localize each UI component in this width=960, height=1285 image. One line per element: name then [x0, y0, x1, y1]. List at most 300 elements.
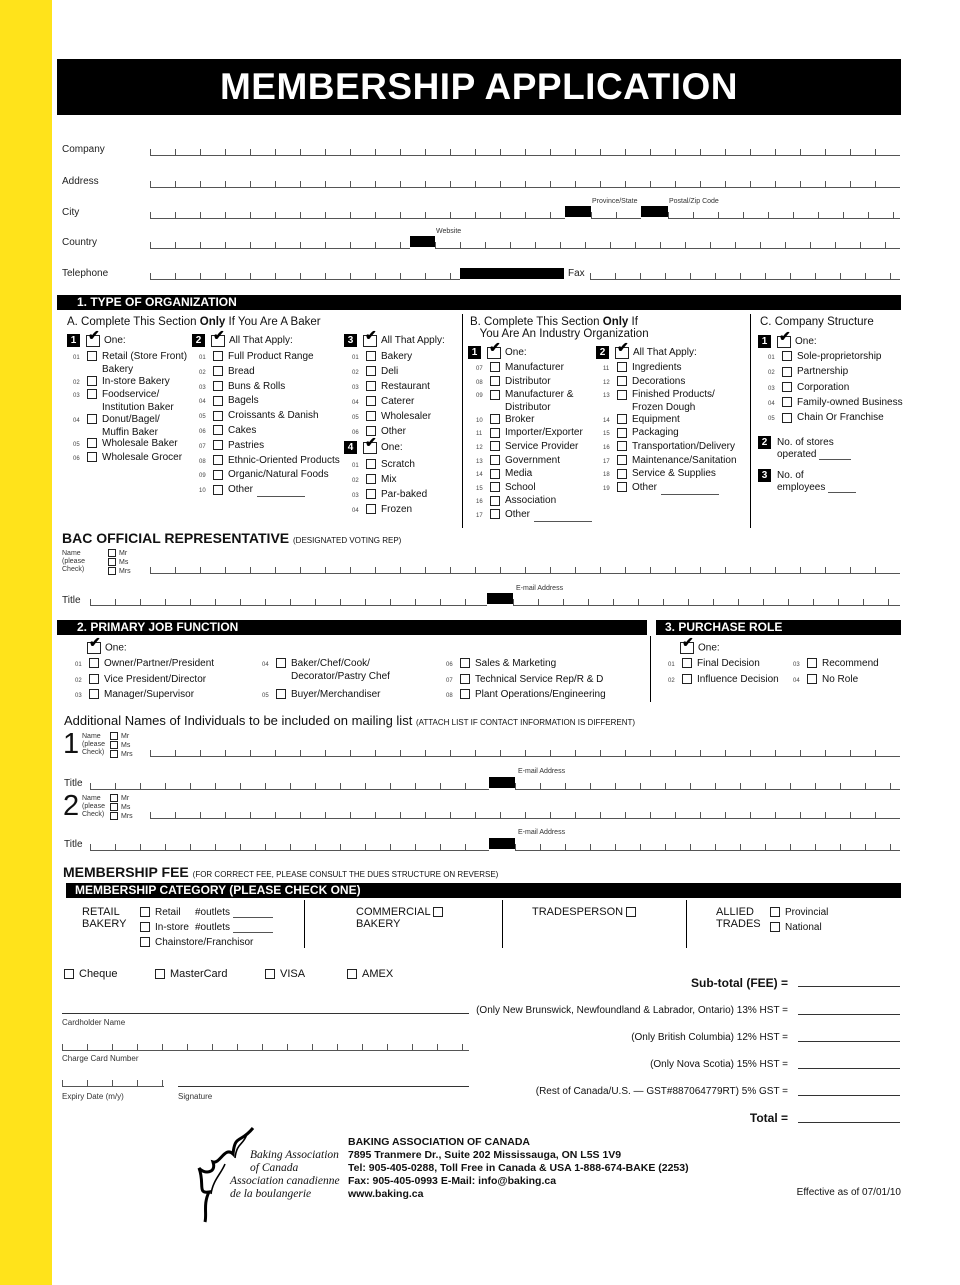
- signature-field[interactable]: [178, 1086, 469, 1087]
- add2-email-field[interactable]: [515, 844, 900, 851]
- b1-option: [476, 455, 560, 468]
- section1-a-heading: A. Complete This Section Only If You Are A Baker: [67, 316, 321, 328]
- option-label: Recommend: [822, 658, 879, 669]
- yellow-side-bar: [0, 0, 52, 1285]
- option-checkbox[interactable]: [617, 455, 627, 465]
- c1-option: [768, 382, 849, 395]
- ms-checkbox[interactable]: [110, 741, 118, 749]
- option-checkbox[interactable]: [617, 441, 627, 451]
- option-code: 16: [476, 499, 483, 506]
- mrs-checkbox[interactable]: [108, 567, 116, 575]
- b2-option: [603, 441, 735, 454]
- a3-header: 3✔ All That Apply:: [344, 334, 445, 347]
- amex-checkbox[interactable]: [347, 969, 357, 979]
- option-code: 13: [476, 458, 483, 465]
- option-checkbox[interactable]: [617, 469, 627, 479]
- option-code: 05: [262, 693, 269, 699]
- option-checkbox[interactable]: [617, 390, 627, 400]
- mr-checkbox[interactable]: [108, 549, 116, 557]
- option-label: Distributor: [505, 375, 551, 387]
- option-checkbox[interactable]: [366, 504, 376, 514]
- total-label: Total =: [749, 1111, 788, 1125]
- province-field[interactable]: [591, 212, 641, 219]
- option-checkbox[interactable]: [366, 381, 376, 391]
- cheque-checkbox[interactable]: [64, 969, 74, 979]
- a2-option: [199, 425, 256, 438]
- telephone-label: Telephone: [62, 268, 109, 279]
- instore-checkbox[interactable]: [140, 922, 150, 932]
- telephone-field[interactable]: [150, 273, 460, 280]
- option-checkbox[interactable]: [617, 376, 627, 386]
- option-label: Family-owned Business: [797, 396, 903, 408]
- option-checkbox[interactable]: [366, 474, 376, 484]
- add2-title-field[interactable]: [90, 844, 489, 851]
- option-code: 05: [199, 414, 206, 421]
- b2-option: [603, 455, 737, 468]
- bac-name-label: Name (please Check): [62, 550, 85, 573]
- option-code: 12: [603, 379, 610, 386]
- option-code: 11: [476, 431, 483, 438]
- s3-one: ✔One:: [680, 642, 720, 654]
- fee-tradesperson: TRADESPERSON: [532, 906, 641, 918]
- a3-option: [352, 411, 431, 424]
- page-title: MEMBERSHIP APPLICATION: [57, 59, 901, 115]
- option-code: 10: [199, 488, 206, 495]
- section2-header: 2. PRIMARY JOB FUNCTION: [57, 620, 647, 635]
- bac-title-label: Title: [62, 595, 81, 606]
- option-label: Packaging: [632, 427, 679, 439]
- option-label: Final Decision: [697, 658, 760, 669]
- option-label-continued: Frozen Dough: [632, 402, 696, 414]
- a2-option: [199, 455, 340, 468]
- add1-email-label: E-mail Address: [518, 768, 566, 775]
- b2-option: [603, 362, 681, 375]
- a1-option: [73, 414, 160, 438]
- province-divider-block: [641, 206, 668, 217]
- option-checkbox[interactable]: [213, 425, 223, 435]
- bac-salutations: Mr Ms Mrs: [108, 549, 131, 576]
- option-checkbox[interactable]: [807, 658, 817, 668]
- check-icon: [87, 642, 101, 654]
- option-label: Broker: [505, 413, 535, 425]
- option-code: 02: [352, 370, 359, 376]
- option-checkbox[interactable]: [213, 381, 223, 391]
- subtotal-label: Sub-total (FEE) =: [691, 976, 788, 990]
- option-label: Bagels: [228, 395, 259, 407]
- telephone-divider-block: [460, 268, 564, 279]
- option-label: No Role: [822, 674, 859, 685]
- option-label-continued: Distributor: [505, 402, 551, 414]
- option-label: Vice President/Director: [104, 673, 207, 685]
- fax-label: Fax: [568, 268, 585, 279]
- option-code: 06: [446, 662, 453, 668]
- option-label: Manufacturer: [505, 362, 564, 373]
- other-input[interactable]: [257, 488, 305, 497]
- fee-chainstore-option: Chainstore/Franchisor: [140, 937, 253, 948]
- website-field[interactable]: [435, 242, 900, 249]
- option-label: Full Product Range: [228, 351, 314, 362]
- mrs-checkbox[interactable]: [110, 750, 118, 758]
- option-checkbox[interactable]: [87, 414, 97, 424]
- a2-option: [199, 395, 259, 408]
- option-label: Frozen: [381, 504, 413, 515]
- option-label: In-store Bakery: [102, 375, 170, 387]
- option-code: 14: [476, 472, 483, 479]
- option-checkbox[interactable]: [782, 413, 792, 423]
- address-field[interactable]: [150, 181, 900, 188]
- option-checkbox[interactable]: [213, 485, 223, 495]
- option-checkbox[interactable]: [617, 362, 627, 372]
- check-icon: [363, 442, 377, 454]
- option-code: 03: [768, 385, 775, 392]
- option-label: Restaurant: [381, 381, 430, 392]
- footer-contact: BAKING ASSOCIATION OF CANADA 7895 Tranmere Dr., Suite 202 Mississauga, ON L5S 1V9 Tel: 905-405-0288, Toll Free in Canada & USA 1-888-674-BAKE (2253) Fax: 905-405-0993 E-Mail: info@baking.ca www.baking.ca: [348, 1136, 689, 1200]
- option-label: Donut/Bagel/: [102, 413, 160, 425]
- option-code: 05: [73, 442, 80, 448]
- option-label: Retail (Store Front): [102, 351, 188, 362]
- option-label: Other: [228, 484, 254, 496]
- b2-option: [603, 427, 679, 440]
- check-icon: [211, 335, 225, 347]
- fee-provincial-option: Provincial: [770, 907, 828, 918]
- option-label-continued: Decorator/Pastry Chef: [291, 671, 390, 682]
- check-icon: [777, 336, 791, 348]
- option-checkbox[interactable]: [213, 440, 223, 450]
- gst-label: (Rest of Canada/U.S. — GST#887064779RT) 5% GST =: [535, 1086, 788, 1097]
- option-code: 05: [352, 415, 359, 421]
- section1-header: 1. TYPE OF ORGANIZATION: [57, 295, 901, 310]
- option-label: Influence Decision: [697, 674, 779, 685]
- mastercard-checkbox[interactable]: [155, 969, 165, 979]
- add1-title-field[interactable]: [90, 783, 489, 790]
- option-checkbox[interactable]: [807, 674, 817, 684]
- province-label: Province/State: [592, 198, 638, 205]
- signature-label: Signature: [178, 1092, 213, 1101]
- option-code: 04: [199, 399, 206, 406]
- option-code: 16: [603, 445, 610, 451]
- b1-option: [476, 389, 573, 413]
- option-checkbox[interactable]: [460, 658, 470, 668]
- option-checkbox[interactable]: [276, 658, 286, 668]
- option-checkbox[interactable]: [490, 362, 500, 372]
- purchase-role-option: [668, 674, 779, 687]
- option-label: Technical Service Rep/R & D: [475, 673, 604, 685]
- option-checkbox[interactable]: [782, 367, 792, 377]
- s2-option: [75, 689, 194, 702]
- retail-outlets-input[interactable]: [233, 909, 273, 918]
- fee-commercial: COMMERCIAL BAKERY: [356, 906, 448, 930]
- s2-option: [446, 689, 606, 702]
- option-label: Finished Products/: [632, 389, 715, 401]
- add1-name-field[interactable]: [150, 750, 900, 757]
- option-label: Service Provider: [505, 441, 579, 452]
- b1-option: [476, 362, 564, 375]
- option-label: Corporation: [797, 381, 850, 393]
- option-checkbox[interactable]: [460, 689, 470, 699]
- a4-header: 4✔ One:: [344, 441, 403, 454]
- option-label: Mix: [381, 474, 397, 485]
- b1-option: [476, 495, 556, 508]
- option-checkbox[interactable]: [87, 452, 97, 462]
- mr-checkbox[interactable]: [110, 732, 118, 740]
- other-input[interactable]: [534, 513, 592, 522]
- pay-amex: AMEX: [347, 969, 393, 980]
- option-label: Importer/Exporter: [505, 427, 583, 439]
- option-checkbox[interactable]: [782, 351, 792, 361]
- bac-logo-text: Baking Association of Canada Association canadienne de la boulangerie: [230, 1149, 340, 1200]
- option-checkbox[interactable]: [87, 376, 97, 386]
- option-checkbox[interactable]: [617, 414, 627, 424]
- b2-header: 2✔ All That Apply:: [596, 346, 697, 359]
- add2-salutations: Mr Ms Mrs: [110, 794, 133, 821]
- option-code: 03: [352, 385, 359, 391]
- option-checkbox[interactable]: [213, 366, 223, 376]
- mr-checkbox[interactable]: [110, 794, 118, 802]
- option-code: 02: [75, 677, 82, 684]
- s2-option: [446, 658, 556, 671]
- hst15-field[interactable]: [798, 1068, 900, 1069]
- effective-date: Effective as of 07/01/10: [796, 1187, 901, 1198]
- section1-divider-ab: [462, 314, 463, 528]
- option-checkbox[interactable]: [213, 411, 223, 421]
- option-checkbox[interactable]: [89, 674, 99, 684]
- option-checkbox[interactable]: [617, 482, 627, 492]
- option-label: Pastries: [228, 439, 265, 451]
- option-label: Government: [505, 454, 561, 466]
- fee-divider-1: [304, 900, 305, 948]
- option-label: Par-baked: [381, 489, 428, 500]
- other-input[interactable]: [661, 486, 719, 495]
- ms-checkbox[interactable]: [110, 803, 118, 811]
- cardholder-name-label: Cardholder Name: [62, 1018, 126, 1027]
- s2-option: [446, 674, 603, 687]
- pay-visa: VISA: [265, 969, 305, 980]
- provincial-checkbox[interactable]: [770, 907, 780, 917]
- option-checkbox[interactable]: [366, 489, 376, 499]
- option-label: Other: [632, 481, 658, 493]
- hst13-field[interactable]: [798, 1014, 900, 1015]
- option-label: Ethnic-Oriented Products: [228, 454, 340, 466]
- add2-title-label: Title: [64, 839, 83, 850]
- check-icon: [680, 642, 694, 654]
- a2-option: [199, 351, 314, 364]
- fee-category-header: MEMBERSHIP CATEGORY (PLEASE CHECK ONE): [66, 883, 901, 898]
- option-code: 03: [352, 493, 359, 499]
- option-label: Wholesale Grocer: [102, 451, 183, 463]
- country-field[interactable]: [150, 242, 410, 249]
- option-checkbox[interactable]: [617, 428, 627, 438]
- option-label: Wholesaler: [381, 411, 432, 422]
- option-label: Buns & Rolls: [228, 380, 286, 392]
- option-code: 02: [352, 478, 359, 484]
- country-label: Country: [62, 237, 98, 248]
- c3-employees: 3 No. of employees: [758, 469, 856, 493]
- total-field[interactable]: [798, 1122, 900, 1123]
- option-code: 06: [352, 430, 359, 436]
- option-checkbox[interactable]: [366, 366, 376, 376]
- option-label: School: [505, 481, 536, 493]
- option-checkbox[interactable]: [89, 658, 99, 668]
- option-code: 03: [75, 693, 82, 699]
- option-code: 02: [668, 678, 675, 684]
- option-checkbox[interactable]: [87, 438, 97, 448]
- option-checkbox[interactable]: [490, 390, 500, 400]
- option-checkbox[interactable]: [490, 496, 500, 506]
- s2-option: [262, 689, 380, 702]
- subtotal-field[interactable]: [798, 986, 900, 987]
- postal-field[interactable]: [668, 212, 900, 219]
- city-field[interactable]: [150, 212, 565, 219]
- option-code: 02: [768, 370, 775, 377]
- tradesperson-checkbox[interactable]: [626, 907, 636, 917]
- expiry-field[interactable]: [62, 1080, 164, 1087]
- purchase-role-option: [793, 674, 858, 687]
- option-checkbox[interactable]: [213, 351, 223, 361]
- option-checkbox[interactable]: [490, 482, 500, 492]
- section1-divider-bc: [750, 314, 751, 528]
- fee-divider-2: [502, 900, 503, 948]
- option-code: 01: [73, 355, 80, 361]
- section23-divider: [650, 636, 651, 702]
- card-number-field[interactable]: [62, 1044, 469, 1051]
- b1-option: [476, 468, 532, 481]
- stores-input[interactable]: [819, 451, 851, 460]
- add1-divider-block: [489, 777, 515, 788]
- option-label: Sole-proprietorship: [797, 351, 882, 362]
- option-code: 03: [793, 662, 800, 668]
- option-checkbox[interactable]: [682, 674, 692, 684]
- bac-email-field[interactable]: [513, 599, 900, 606]
- option-checkbox[interactable]: [490, 455, 500, 465]
- s2-option: [262, 658, 390, 682]
- section1-b-heading: B. Complete This Section Only If You Are An Industry Organization: [470, 316, 649, 340]
- option-checkbox[interactable]: [490, 376, 500, 386]
- b1-option: [476, 414, 534, 427]
- visa-checkbox[interactable]: [265, 969, 275, 979]
- option-checkbox[interactable]: [682, 658, 692, 668]
- additional-number-2: 2: [63, 790, 80, 822]
- gst-field[interactable]: [798, 1095, 900, 1096]
- national-checkbox[interactable]: [770, 922, 780, 932]
- b1-header: 1✔ One:: [468, 346, 527, 359]
- option-label: Bread: [228, 365, 255, 377]
- b1-option: [476, 376, 551, 389]
- option-checkbox[interactable]: [87, 389, 97, 399]
- option-checkbox[interactable]: [366, 411, 376, 421]
- option-label: Manager/Supervisor: [104, 689, 195, 700]
- a4-option: [352, 504, 412, 517]
- option-checkbox[interactable]: [213, 396, 223, 406]
- option-code: 06: [73, 455, 80, 462]
- option-code: 01: [199, 355, 206, 361]
- a1-option: [73, 389, 174, 413]
- option-checkbox[interactable]: [89, 689, 99, 699]
- option-code: 17: [603, 458, 610, 465]
- bac-title-field[interactable]: [90, 599, 487, 606]
- option-code: 04: [793, 678, 800, 684]
- hst12-label: (Only British Columbia) 12% HST =: [631, 1032, 788, 1043]
- bac-name-field[interactable]: [150, 567, 900, 574]
- option-checkbox[interactable]: [366, 396, 376, 406]
- retail-checkbox[interactable]: [140, 907, 150, 917]
- option-label: Foodservice/: [102, 389, 160, 400]
- option-code: 19: [603, 485, 610, 492]
- option-label: Deli: [381, 366, 399, 377]
- b2-option: [603, 468, 716, 481]
- option-label: Chain Or Franchise: [797, 412, 884, 424]
- pay-cheque: Cheque: [64, 969, 118, 980]
- company-label: Company: [62, 144, 105, 155]
- employees-input[interactable]: [828, 484, 856, 493]
- option-label: Buyer/Merchandiser: [291, 689, 381, 700]
- option-label-continued: Institution Baker: [102, 402, 174, 413]
- add2-name-field[interactable]: [150, 812, 900, 819]
- b2-option: [603, 389, 715, 413]
- hst12-field[interactable]: [798, 1041, 900, 1042]
- option-checkbox[interactable]: [276, 689, 286, 699]
- option-label: Transportation/Delivery: [632, 441, 736, 452]
- option-checkbox[interactable]: [87, 351, 97, 361]
- additional-number-1: 1: [63, 728, 80, 760]
- option-code: 06: [199, 429, 206, 435]
- purchase-role-option: [793, 658, 879, 671]
- option-checkbox[interactable]: [490, 441, 500, 451]
- option-checkbox[interactable]: [490, 509, 500, 519]
- check-icon: [615, 347, 629, 359]
- fee-instore-option: In-store #outlets: [140, 922, 273, 933]
- option-checkbox[interactable]: [782, 397, 792, 407]
- option-label: Cakes: [228, 425, 257, 436]
- option-checkbox[interactable]: [490, 469, 500, 479]
- option-checkbox[interactable]: [490, 414, 500, 424]
- c1-option: [768, 397, 903, 410]
- c1-option: [768, 366, 848, 379]
- option-checkbox[interactable]: [366, 351, 376, 361]
- a2-option: [199, 440, 264, 453]
- add1-name-label: Name (please Check): [82, 733, 105, 756]
- option-code: 01: [352, 355, 359, 361]
- option-checkbox[interactable]: [213, 470, 223, 480]
- fee-heading: MEMBERSHIP FEE (FOR CORRECT FEE, PLEASE CONSULT THE DUES STRUCTURE ON REVERSE): [63, 864, 499, 880]
- option-label: Decorations: [632, 375, 686, 387]
- cardholder-name-field[interactable]: [62, 1013, 469, 1014]
- instore-outlets-input[interactable]: [233, 924, 273, 933]
- option-code: 09: [199, 473, 206, 480]
- add1-email-field[interactable]: [515, 783, 900, 790]
- a1-option: [73, 438, 178, 451]
- mrs-checkbox[interactable]: [110, 812, 118, 820]
- option-checkbox[interactable]: [460, 674, 470, 684]
- option-code: 04: [352, 400, 359, 406]
- a1-option: [73, 452, 182, 465]
- ms-checkbox[interactable]: [108, 558, 116, 566]
- a3-option: [352, 426, 406, 439]
- chainstore-checkbox[interactable]: [140, 937, 150, 947]
- option-label: Partnership: [797, 366, 849, 378]
- option-code: 01: [768, 355, 775, 361]
- fax-field[interactable]: [590, 273, 900, 280]
- add2-email-label: E-mail Address: [518, 829, 566, 836]
- option-checkbox[interactable]: [782, 382, 792, 392]
- option-checkbox[interactable]: [366, 459, 376, 469]
- option-checkbox[interactable]: [490, 428, 500, 438]
- a1-option: [73, 376, 170, 389]
- option-label-continued: Muffin Baker: [102, 426, 158, 438]
- company-field[interactable]: [150, 149, 900, 156]
- commercial-checkbox[interactable]: [433, 907, 443, 917]
- a2-header: 2✔ All That Apply:: [192, 334, 293, 347]
- option-checkbox[interactable]: [213, 455, 223, 465]
